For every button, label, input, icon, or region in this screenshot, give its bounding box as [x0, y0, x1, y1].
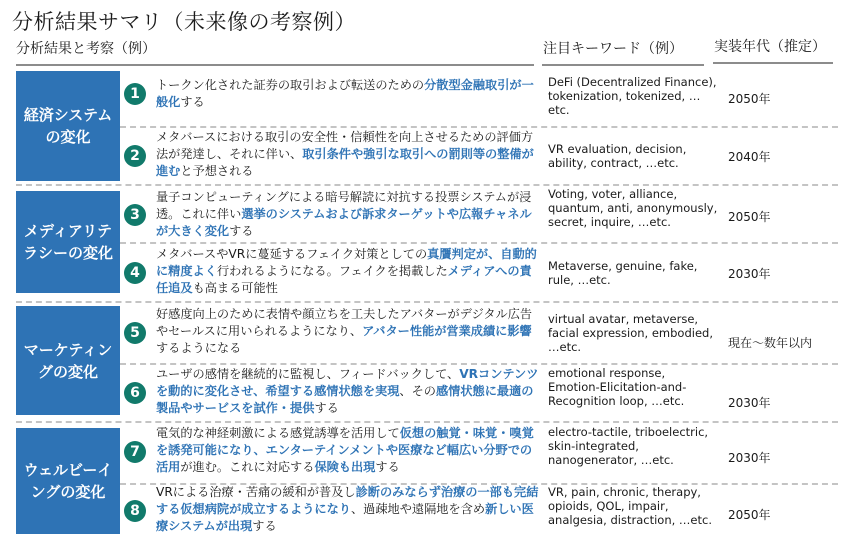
keywords-text: DeFi (Decentralized Finance), tokenization, tokenized, …etc. — [548, 75, 717, 117]
category-group-economy — [16, 71, 838, 183]
number-badge-1-icon: 1 — [124, 83, 146, 105]
group-separator — [16, 184, 838, 186]
column-header-analysis: 分析結果と考察（例） — [16, 41, 156, 57]
header-rule-keywords — [542, 64, 704, 66]
number-badge-3-icon: 3 — [124, 204, 146, 226]
finding-row-4 — [120, 246, 838, 296]
finding-description: VRによる治療・苦痛の緩和が普及し診断のみならず治療の一部も完結する仮想病院が成立するようになり、過疎地や遠隔地を含め新しい医療システムが出現する — [156, 485, 539, 533]
finding-row-7 — [120, 425, 838, 482]
highlight: 保険も出現 — [314, 460, 376, 474]
finding-description: トークン化された証券の取引および転送のための分散型金融取引が一般化する — [156, 78, 534, 109]
keywords-text: Voting, voter, alliance, quantum, anti, anonymously, secret, inquire, …etc. — [548, 187, 718, 229]
highlight: 診断のみならず治療の一部も完結する仮想病院が成立するようになり — [156, 485, 539, 516]
keywords-text: electro-tactile, triboelectric, skin-integrated, nanogenerator, …etc. — [548, 425, 709, 467]
group-separator — [16, 421, 838, 423]
number-badge-8-icon: 8 — [124, 500, 146, 522]
finding-description: 電気的な神経刺激による感覚誘導を活用して仮想の触覚・味覚・嗅覚を誘発可能になり、エンターテインメントや医療など幅広い分野での活用が進む。これに対応する保険も出現する — [156, 426, 534, 474]
period-text: 2050年 — [728, 508, 771, 522]
finding-row-6 — [120, 366, 838, 418]
highlight: 分散型金融取引が一般化 — [156, 78, 534, 109]
category-group-marketing — [16, 306, 838, 416]
page-title: 分析結果サマリ（未来像の考察例） — [12, 10, 356, 34]
column-header-period: 実装年代（推定） — [714, 39, 826, 55]
finding-row-3 — [120, 187, 838, 243]
period-text: 2050年 — [728, 210, 771, 224]
keywords-text: Metaverse, genuine, fake, rule, …etc. — [548, 259, 698, 287]
period-text: 2030年 — [728, 267, 771, 281]
highlight: 取引条件や強引な取引への罰則等の整備が進む — [156, 147, 534, 178]
period-text: 現在～数年以内 — [728, 336, 813, 350]
finding-description: メタバースやVRに蔓延するフェイク対策としての真贋判定が、自動的に精度よく行われるようになる。フェイクを掲載したメディアへの責任追及も高まる可能性 — [156, 247, 537, 295]
category-box: メディアリテラシーの変化 — [16, 191, 120, 293]
keywords-text: VR evaluation, decision, ability, contract, …etc. — [548, 142, 687, 170]
finding-description: メタバースにおける取引の安全性・信頼性を向上させるための評価方法が発達し、それに伴い、取引条件や強引な取引への罰則等の整備が進むと予想される — [156, 130, 534, 178]
keywords-text: VR, pain, chronic, therapy, opioids, QOL, impair, analgesia, distraction, …etc. — [548, 485, 712, 527]
row-separator — [120, 126, 838, 128]
category-box: 経済システムの変化 — [16, 71, 120, 181]
highlight: 真贋判定が、自動的に精度よく — [156, 247, 537, 278]
period-text: 2050年 — [728, 92, 771, 106]
category-box: ウェルビーイングの変化 — [16, 428, 120, 534]
finding-row-2 — [120, 129, 838, 183]
keywords-text: virtual avatar, metaverse, facial expression, embodied, …etc. — [548, 312, 713, 354]
highlight: メディアへの責任追及 — [156, 264, 532, 295]
number-badge-4-icon: 4 — [124, 262, 146, 284]
finding-row-5 — [120, 306, 838, 360]
category-group-wellbeing — [16, 425, 838, 536]
period-text: 2030年 — [728, 396, 771, 410]
highlight: 仮想の触覚・味覚・嗅覚を誘発可能になり、エンターテインメントや医療など幅広い分野での活用 — [156, 426, 534, 474]
finding-row-1 — [120, 71, 838, 123]
row-separator — [120, 242, 838, 244]
number-badge-7-icon: 7 — [124, 441, 146, 463]
finding-description: ユーザの感情を継続的に監視し、フィードバックして、VRコンテンツを動的に変化させ、希望する感情状態を実現、その感情状態に最適の製品やサービスを試作・提供する — [156, 367, 539, 415]
category-box: マーケティングの変化 — [16, 306, 120, 415]
header-rule-analysis — [16, 64, 534, 66]
number-badge-2-icon: 2 — [124, 145, 146, 167]
highlight: 新しい医療システムが出現 — [156, 502, 534, 533]
period-text: 2030年 — [728, 451, 771, 465]
finding-description: 量子コンピューティングによる暗号解読に対抗する投票システムが浸透。これに伴い選挙のシステムおよび訴求ターゲットや広報チャネルが大きく変化する — [156, 190, 532, 238]
column-header-keywords: 注目キーワード（例） — [543, 41, 683, 57]
header-rule-period — [713, 62, 833, 64]
highlight: 感情状態に最適の製品やサービスを試作・提供 — [156, 384, 534, 415]
highlight: アバター性能が営業成績に影響 — [362, 324, 532, 338]
period-text: 2040年 — [728, 150, 771, 164]
finding-description: 好感度向上のために表情や顔立ちを工夫したアバターがデジタル広告やセールスに用いられるようになり、アバター性能が営業成績に影響するようになる — [156, 307, 533, 355]
keywords-text: emotional response, Emotion-Elicitation-and-Recognition loop, …etc. — [548, 366, 687, 408]
category-group-media-literacy — [16, 187, 838, 295]
highlight: 選挙のシステムおよび訴求ターゲットや広報チャネルが大きく変化 — [156, 207, 532, 238]
row-separator — [120, 363, 838, 365]
highlight: VRコンテンツを動的に変化させ、希望する感情状態を実現 — [156, 367, 539, 398]
finding-row-8 — [120, 486, 838, 536]
number-badge-6-icon: 6 — [124, 382, 146, 404]
number-badge-5-icon: 5 — [124, 322, 146, 344]
group-separator — [16, 301, 838, 303]
